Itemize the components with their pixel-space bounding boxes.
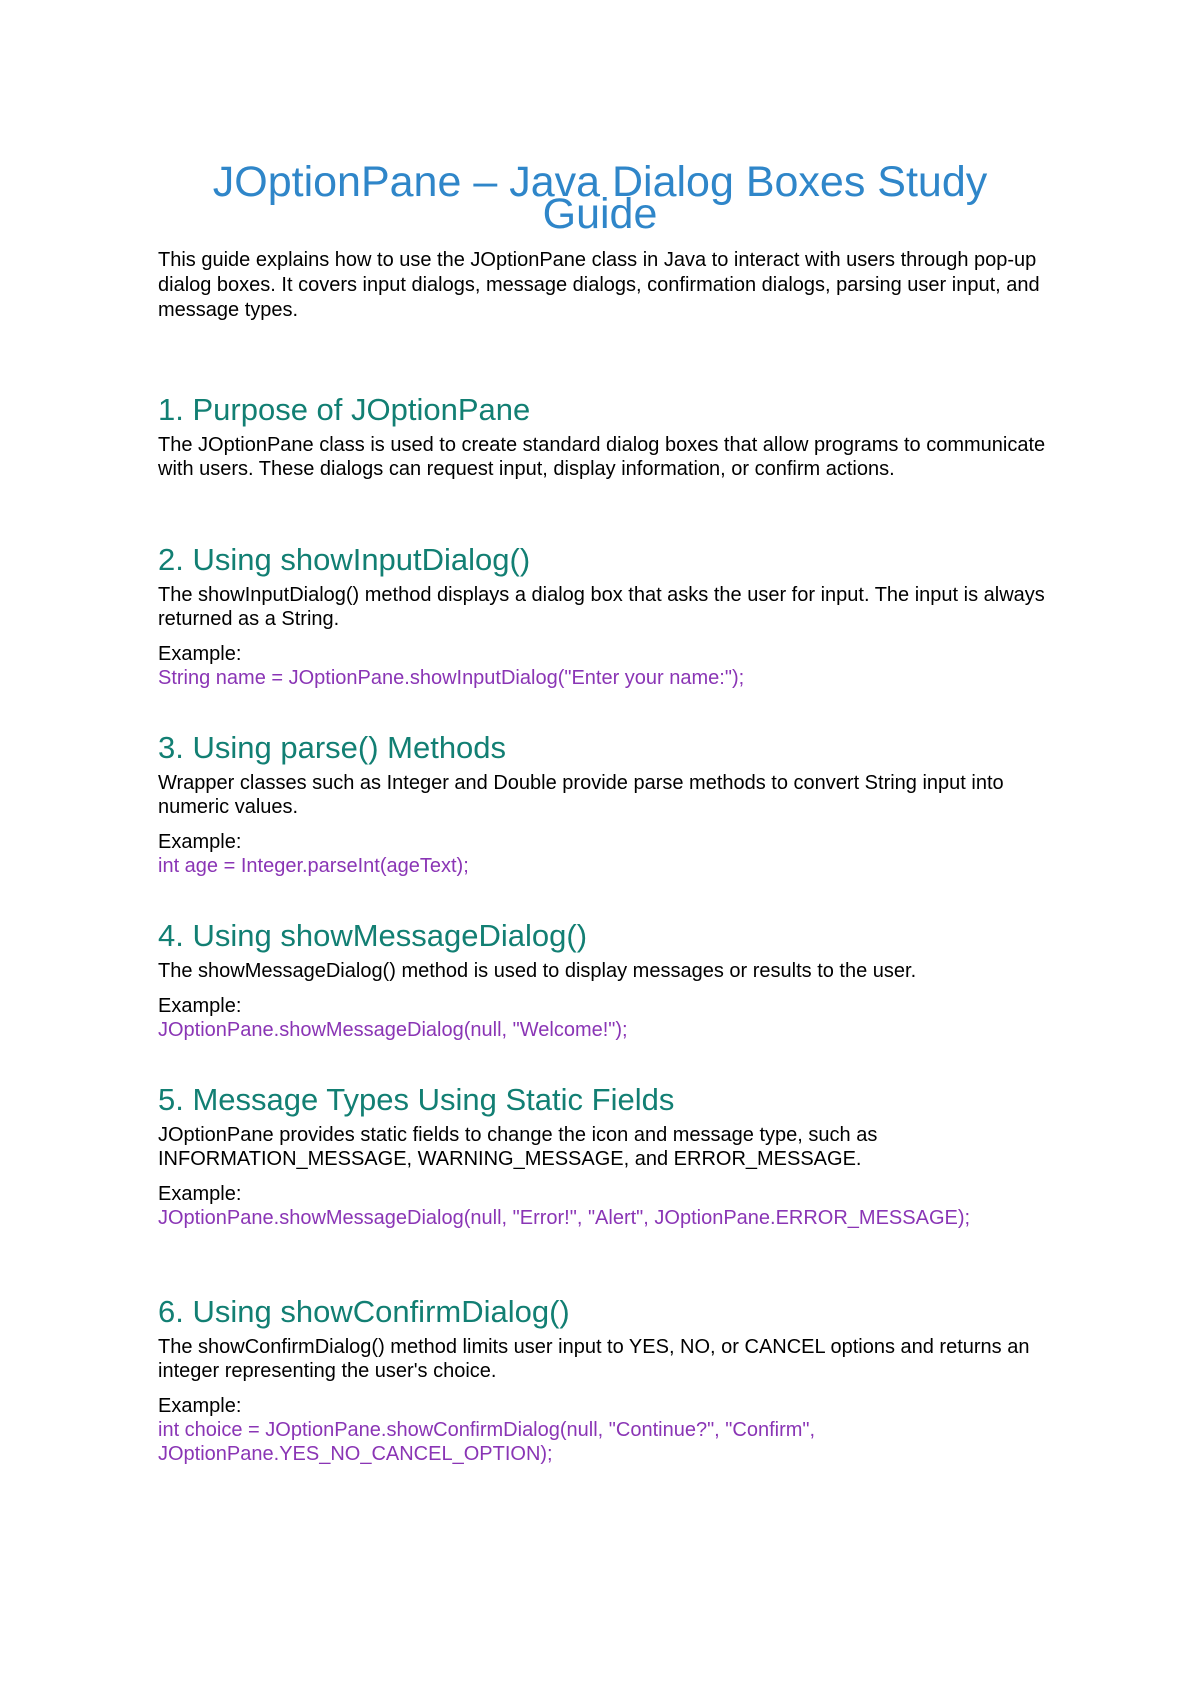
code-example: JOptionPane.showMessageDialog(null, "Error!", "Alert", JOptionPane.ERROR_MESSAGE); <box>158 1207 971 1229</box>
section-body: The JOptionPane class is used to create standard dialog boxes that allow programs to communicate with users. These dialogs can request input, display information, or confirm actions. <box>158 434 1046 480</box>
document-title: JOptionPane – Java Dialog Boxes Study Guide <box>212 158 988 238</box>
section-body: Wrapper classes such as Integer and Double provide parse methods to convert String input into numeric values. <box>158 772 1004 818</box>
section-parse-methods <box>158 730 1058 878</box>
section-heading: 3. Using parse() Methods <box>158 730 507 765</box>
section-body: JOptionPane provides static fields to change the icon and message type, such as INFORMATION_MESSAGE, WARNING_MESSAGE, and ERROR_MESSAGE. <box>158 1124 878 1170</box>
section-body: The showConfirmDialog() method limits user input to YES, NO, or CANCEL options and returns an integer representing the user's choice. <box>158 1336 1030 1382</box>
example-label: Example: <box>158 643 242 665</box>
section-heading: 1. Purpose of JOptionPane <box>158 392 531 427</box>
section-message-types <box>158 1082 1058 1230</box>
section-heading: 5. Message Types Using Static Fields <box>158 1082 675 1117</box>
section-show-confirm-dialog <box>158 1294 1058 1466</box>
example-label: Example: <box>158 831 242 853</box>
example-label: Example: <box>158 995 242 1017</box>
example-label: Example: <box>158 1183 242 1205</box>
code-example: JOptionPane.showMessageDialog(null, "Welcome!"); <box>158 1019 628 1041</box>
code-example: int choice = JOptionPane.showConfirmDialog(null, "Continue?", "Confirm", JOptionPane.YES_NO_CANCEL_OPTION); <box>158 1419 816 1465</box>
section-show-message-dialog <box>158 918 1058 1042</box>
code-example: int age = Integer.parseInt(ageText); <box>158 855 469 877</box>
section-purpose <box>158 392 1058 481</box>
section-heading: 6. Using showConfirmDialog() <box>158 1294 570 1329</box>
section-show-input-dialog <box>158 542 1058 690</box>
section-body: The showInputDialog() method displays a dialog box that asks the user for input. The input is always returned as a String. <box>158 584 1045 630</box>
code-example: String name = JOptionPane.showInputDialog("Enter your name:"); <box>158 667 745 689</box>
section-body: The showMessageDialog() method is used to display messages or results to the user. <box>158 960 917 982</box>
example-label: Example: <box>158 1395 242 1417</box>
section-heading: 4. Using showMessageDialog() <box>158 918 588 953</box>
section-heading: 2. Using showInputDialog() <box>158 542 531 577</box>
intro-paragraph: This guide explains how to use the JOptionPane class in Java to interact with users through pop-up dialog boxes. It covers input dialogs, message dialogs, confirmation dialogs, parsing user input, and message types. <box>158 249 1040 321</box>
